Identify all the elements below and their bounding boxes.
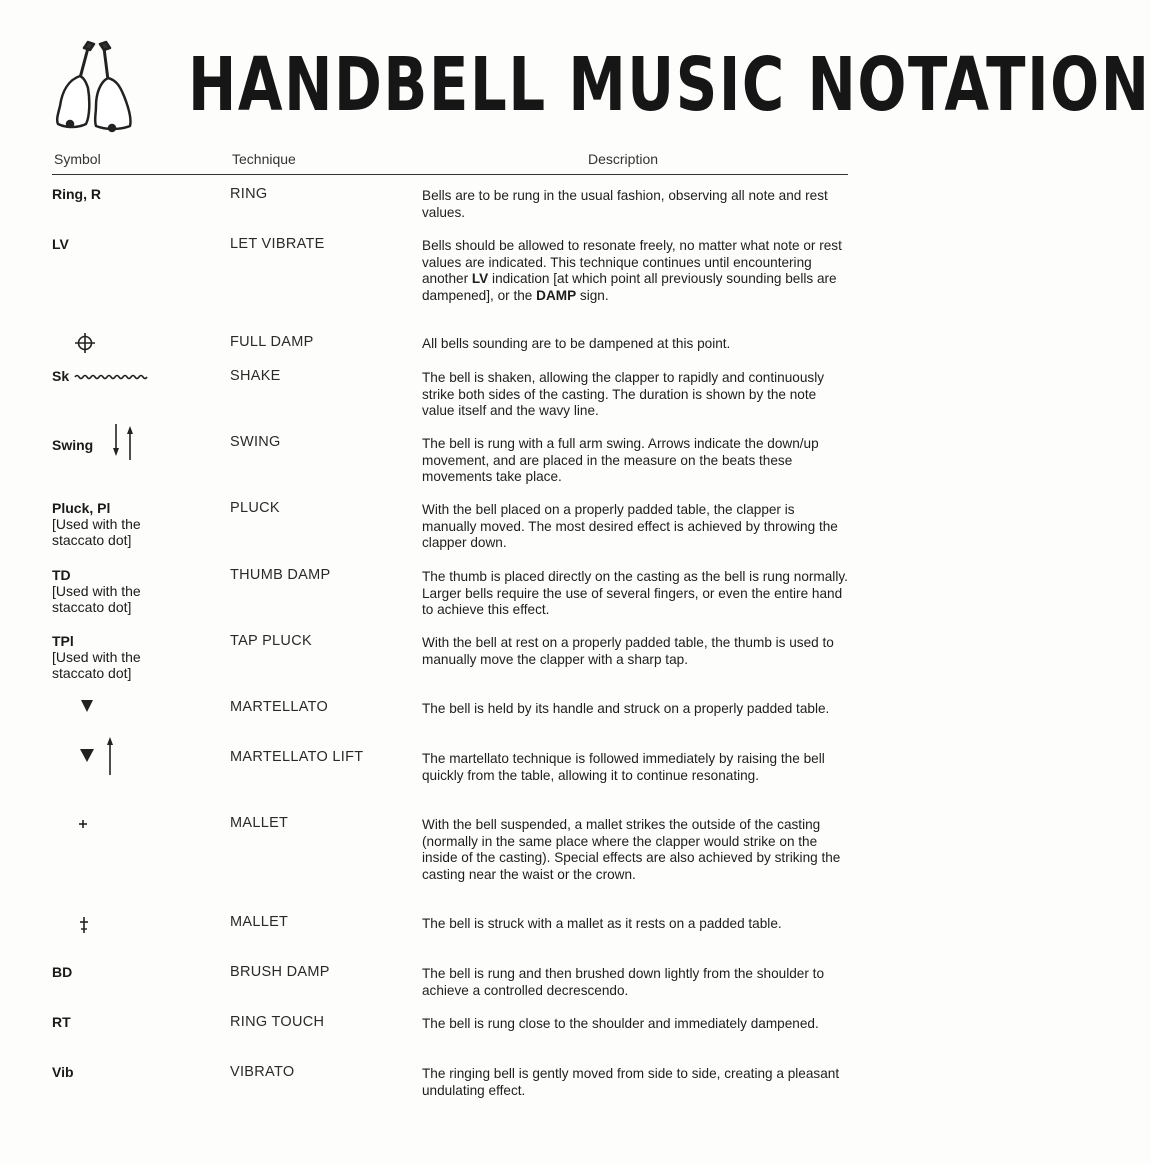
handbells-icon <box>54 40 138 132</box>
mallet-plus-icon <box>78 819 88 829</box>
technique-cell: SWING <box>230 434 281 450</box>
description-bold-term: LV <box>471 271 489 286</box>
technique-cell: BRUSH DAMP <box>230 964 330 980</box>
description-cell: The bell is rung close to the shoulder and immediately dampened. <box>422 1016 819 1031</box>
technique-cell: THUMB DAMP <box>230 567 331 583</box>
wavy-line-icon <box>75 373 147 381</box>
symbol-cell: RT <box>52 1014 71 1030</box>
symbol-note: [Used with the staccato dot] <box>52 649 141 681</box>
description-cell: The bell is struck with a mallet as it rests on a padded table. <box>422 916 782 931</box>
description-text: indication [at which point all previously sounding bells are dampened], or the <box>422 271 837 303</box>
column-headers <box>52 150 848 175</box>
full-damp-icon <box>74 332 96 354</box>
symbol-note: [Used with the staccato dot] <box>52 516 141 548</box>
technique-cell: VIBRATO <box>230 1064 295 1080</box>
symbol-column-header: Symbol <box>54 151 101 167</box>
description-text: sign. <box>576 287 609 303</box>
description-cell <box>422 238 850 304</box>
symbol-text: Pluck, Pl <box>52 500 111 516</box>
symbol-cell <box>52 633 217 681</box>
technique-cell: MARTELLATO LIFT <box>230 749 364 765</box>
martellato-triangle-icon <box>80 699 94 713</box>
technique-cell: MALLET <box>230 914 289 930</box>
description-cell: The bell is rung with a full arm swing. Arrows indicate the down/up movement, and are placed in the measure on the beats these movements take place. <box>422 436 819 484</box>
description-cell: The bell is held by its handle and struck on a properly padded table. <box>422 701 830 716</box>
description-cell: The bell is rung and then brushed down lightly from the shoulder to achieve a controlled decrescendo. <box>422 966 825 998</box>
technique-cell: RING TOUCH <box>230 1014 325 1030</box>
page-title: HANDBELL MUSIC NOTATION <box>188 42 1151 128</box>
description-column-header: Description <box>588 151 659 167</box>
description-cell: Bells are to be rung in the usual fashion, observing all note and rest values. <box>422 188 828 220</box>
symbol-text: TD <box>52 567 71 583</box>
description-cell: The ringing bell is gently moved from side to side, creating a pleasant undulating effect. <box>422 1066 840 1098</box>
technique-cell: FULL DAMP <box>230 334 314 350</box>
symbol-cell <box>52 368 217 384</box>
mallet-dagger-icon <box>79 916 89 934</box>
symbol-cell <box>52 567 217 615</box>
description-cell: The martellato technique is followed immediately by raising the bell quickly from the table, allowing it to continue resonating. <box>422 751 825 783</box>
symbol-cell <box>52 434 217 453</box>
description-cell: With the bell suspended, a mallet strikes the outside of the casting (normally in the same place where the clapper would strike on the inside of the casting). Special effects are also achieved by striking the casting near the waist or the crown. <box>422 817 841 882</box>
technique-cell: SHAKE <box>230 368 281 384</box>
description-cell: All bells sounding are to be dampened at this point. <box>422 336 731 351</box>
symbol-text: Sk <box>52 368 70 384</box>
symbol-note: [Used with the staccato dot] <box>52 583 141 615</box>
swing-arrows-icon <box>108 422 138 462</box>
symbol-cell: Vib <box>52 1064 74 1080</box>
technique-cell: PLUCK <box>230 500 280 516</box>
technique-cell: MARTELLATO <box>230 699 329 715</box>
description-cell: The bell is shaken, allowing the clapper to rapidly and continuously strike both sides of the casting. The duration is shown by the note value itself and the wavy line. <box>422 370 825 418</box>
symbol-text: Swing <box>52 437 94 453</box>
symbol-cell: BD <box>52 964 73 980</box>
technique-cell: MALLET <box>230 815 289 831</box>
martellato-lift-icon <box>78 735 118 777</box>
technique-cell: RING <box>230 186 268 202</box>
technique-column-header: Technique <box>232 151 296 167</box>
page-header <box>50 28 1151 132</box>
technique-cell: LET VIBRATE <box>230 236 325 252</box>
symbol-cell: Ring, R <box>52 186 101 202</box>
technique-cell: TAP PLUCK <box>230 633 312 649</box>
description-bold-term: DAMP <box>536 287 577 303</box>
description-cell: The thumb is placed directly on the casting as the bell is rung normally. Larger bells require the use of several fingers, or even the entire hand to achieve this effect. <box>422 569 848 617</box>
symbol-cell <box>52 500 217 548</box>
description-cell: With the bell at rest on a properly padded table, the thumb is used to manually move the clapper with a sharp tap. <box>422 635 834 667</box>
description-cell: With the bell placed on a properly padded table, the clapper is manually moved. The most desired effect is achieved by throwing the clapper down. <box>422 502 838 550</box>
description-text: Bells should be allowed to resonate freely, no matter what note or rest values are indicated. This technique continues until encountering another <box>422 238 842 286</box>
symbol-text: TPl <box>52 633 74 649</box>
symbol-cell: LV <box>52 236 69 252</box>
